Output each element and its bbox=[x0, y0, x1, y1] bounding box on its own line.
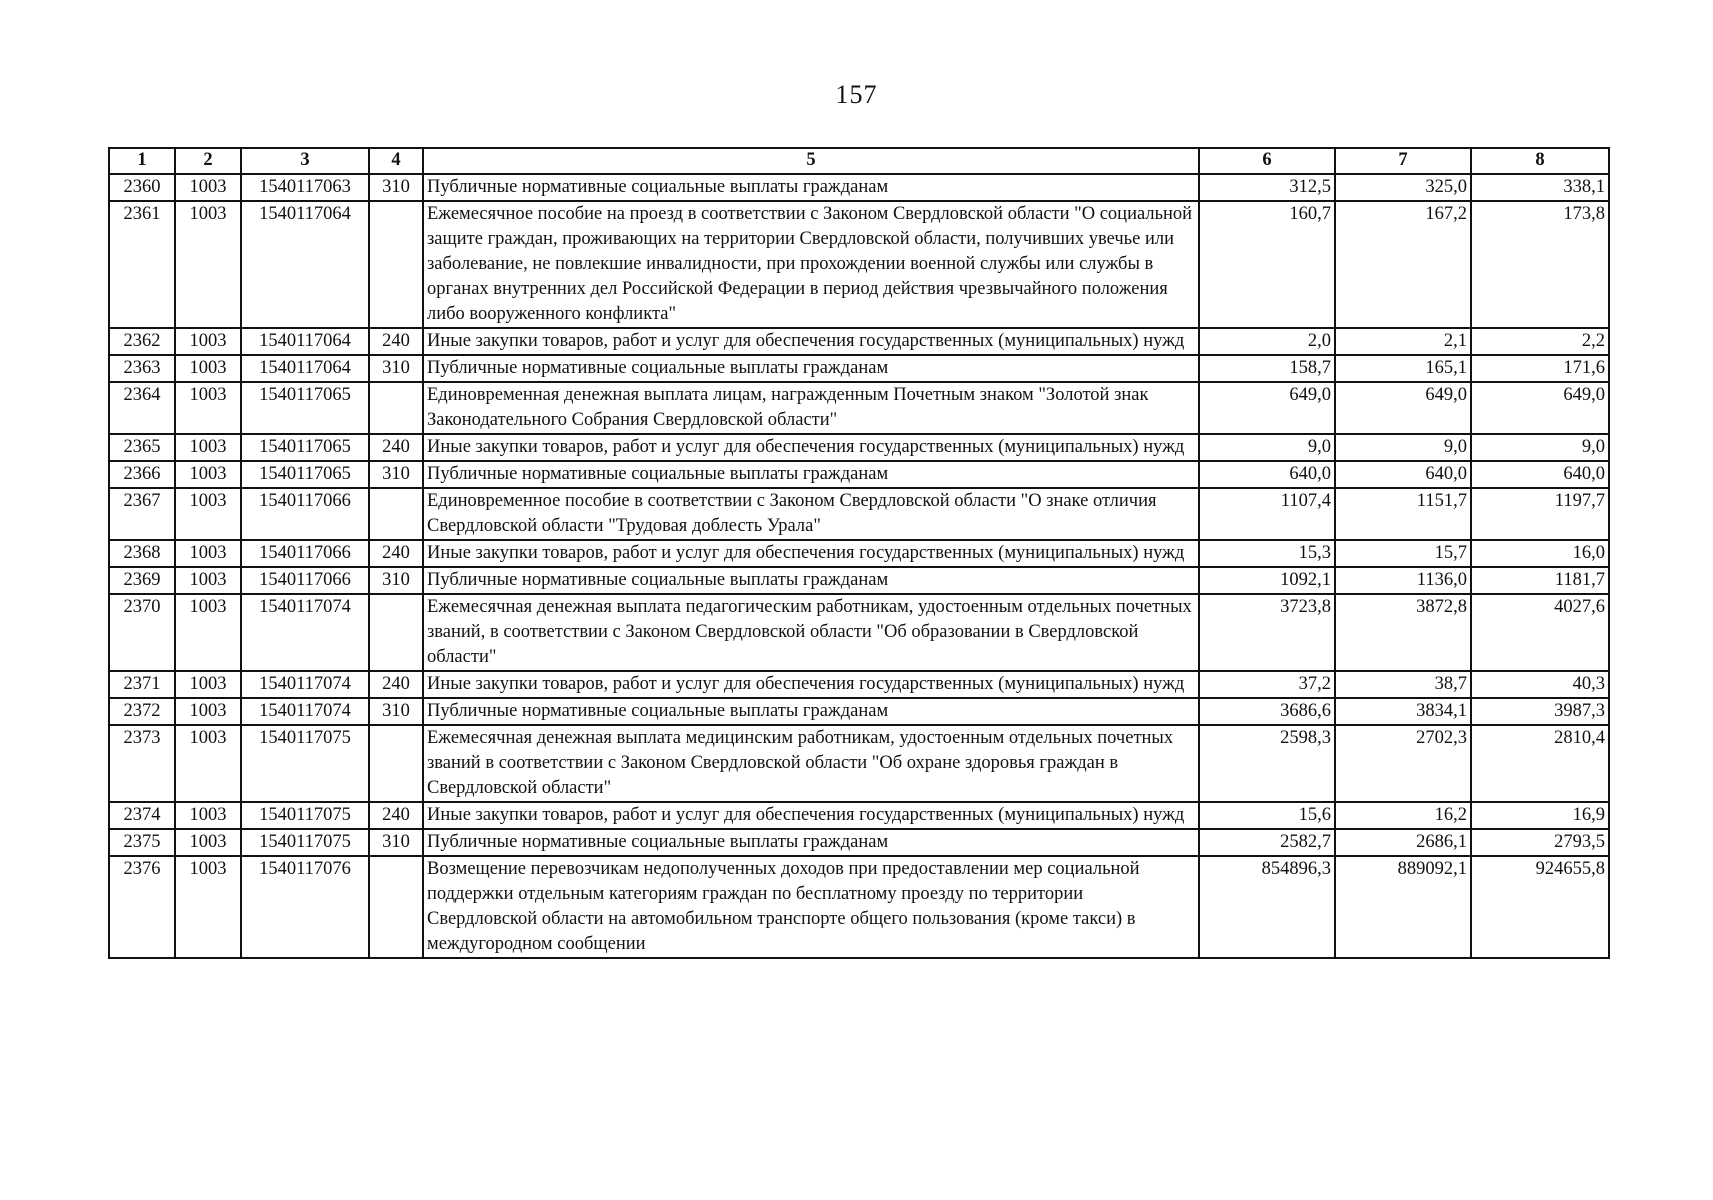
amount-col-6: 649,0 bbox=[1199, 382, 1335, 434]
item-name: Публичные нормативные социальные выплаты гражданам bbox=[423, 829, 1199, 856]
amount-col-6: 312,5 bbox=[1199, 174, 1335, 201]
expense-type bbox=[369, 382, 423, 434]
item-name: Публичные нормативные социальные выплаты гражданам bbox=[423, 698, 1199, 725]
expense-type bbox=[369, 594, 423, 671]
amount-col-7: 2702,3 bbox=[1335, 725, 1471, 802]
section-code: 1003 bbox=[175, 698, 241, 725]
header-col-6: 6 bbox=[1199, 148, 1335, 174]
header-row bbox=[109, 148, 1609, 174]
section-code: 1003 bbox=[175, 174, 241, 201]
row-number: 2364 bbox=[109, 382, 175, 434]
page-number: 157 bbox=[835, 80, 878, 109]
item-name: Публичные нормативные социальные выплаты гражданам bbox=[423, 355, 1199, 382]
table-row bbox=[109, 488, 1609, 540]
table-row bbox=[109, 671, 1609, 698]
amount-col-8: 173,8 bbox=[1471, 201, 1609, 328]
amount-col-8: 1181,7 bbox=[1471, 567, 1609, 594]
expense-type: 240 bbox=[369, 802, 423, 829]
expense-type: 310 bbox=[369, 461, 423, 488]
amount-col-6: 9,0 bbox=[1199, 434, 1335, 461]
table-header bbox=[109, 148, 1609, 174]
budget-table bbox=[108, 147, 1610, 959]
table-row bbox=[109, 382, 1609, 434]
row-number: 2363 bbox=[109, 355, 175, 382]
amount-col-6: 2,0 bbox=[1199, 328, 1335, 355]
section-code: 1003 bbox=[175, 201, 241, 328]
amount-col-8: 338,1 bbox=[1471, 174, 1609, 201]
table-row bbox=[109, 461, 1609, 488]
amount-col-6: 1107,4 bbox=[1199, 488, 1335, 540]
amount-col-7: 2686,1 bbox=[1335, 829, 1471, 856]
amount-col-8: 4027,6 bbox=[1471, 594, 1609, 671]
amount-col-8: 9,0 bbox=[1471, 434, 1609, 461]
table-row bbox=[109, 328, 1609, 355]
row-number: 2360 bbox=[109, 174, 175, 201]
expense-type: 310 bbox=[369, 355, 423, 382]
section-code: 1003 bbox=[175, 856, 241, 958]
table-row bbox=[109, 540, 1609, 567]
section-code: 1003 bbox=[175, 802, 241, 829]
amount-col-6: 640,0 bbox=[1199, 461, 1335, 488]
expense-type bbox=[369, 725, 423, 802]
amount-col-7: 167,2 bbox=[1335, 201, 1471, 328]
target-code: 1540117075 bbox=[241, 829, 369, 856]
amount-col-6: 2598,3 bbox=[1199, 725, 1335, 802]
item-name: Иные закупки товаров, работ и услуг для обеспечения государственных (муниципальных) нужд bbox=[423, 540, 1199, 567]
amount-col-6: 1092,1 bbox=[1199, 567, 1335, 594]
row-number: 2370 bbox=[109, 594, 175, 671]
row-number: 2366 bbox=[109, 461, 175, 488]
header-col-8: 8 bbox=[1471, 148, 1609, 174]
expense-type: 310 bbox=[369, 174, 423, 201]
target-code: 1540117075 bbox=[241, 725, 369, 802]
section-code: 1003 bbox=[175, 725, 241, 802]
target-code: 1540117063 bbox=[241, 174, 369, 201]
expense-type: 310 bbox=[369, 567, 423, 594]
table-row bbox=[109, 829, 1609, 856]
target-code: 1540117064 bbox=[241, 201, 369, 328]
target-code: 1540117076 bbox=[241, 856, 369, 958]
section-code: 1003 bbox=[175, 594, 241, 671]
amount-col-8: 171,6 bbox=[1471, 355, 1609, 382]
amount-col-7: 649,0 bbox=[1335, 382, 1471, 434]
expense-type: 240 bbox=[369, 671, 423, 698]
table-row bbox=[109, 698, 1609, 725]
section-code: 1003 bbox=[175, 382, 241, 434]
amount-col-7: 325,0 bbox=[1335, 174, 1471, 201]
item-name: Иные закупки товаров, работ и услуг для обеспечения государственных (муниципальных) нужд bbox=[423, 671, 1199, 698]
target-code: 1540117065 bbox=[241, 434, 369, 461]
row-number: 2361 bbox=[109, 201, 175, 328]
row-number: 2376 bbox=[109, 856, 175, 958]
expense-type bbox=[369, 488, 423, 540]
amount-col-8: 1197,7 bbox=[1471, 488, 1609, 540]
target-code: 1540117074 bbox=[241, 698, 369, 725]
section-code: 1003 bbox=[175, 488, 241, 540]
item-name: Публичные нормативные социальные выплаты гражданам bbox=[423, 567, 1199, 594]
amount-col-8: 3987,3 bbox=[1471, 698, 1609, 725]
section-code: 1003 bbox=[175, 671, 241, 698]
amount-col-6: 37,2 bbox=[1199, 671, 1335, 698]
amount-col-7: 15,7 bbox=[1335, 540, 1471, 567]
amount-col-8: 2810,4 bbox=[1471, 725, 1609, 802]
table-row bbox=[109, 802, 1609, 829]
item-name: Иные закупки товаров, работ и услуг для обеспечения государственных (муниципальных) нужд bbox=[423, 434, 1199, 461]
amount-col-8: 640,0 bbox=[1471, 461, 1609, 488]
section-code: 1003 bbox=[175, 829, 241, 856]
amount-col-8: 16,0 bbox=[1471, 540, 1609, 567]
amount-col-8: 40,3 bbox=[1471, 671, 1609, 698]
expense-type: 310 bbox=[369, 698, 423, 725]
row-number: 2369 bbox=[109, 567, 175, 594]
item-name: Иные закупки товаров, работ и услуг для обеспечения государственных (муниципальных) нужд bbox=[423, 328, 1199, 355]
amount-col-7: 640,0 bbox=[1335, 461, 1471, 488]
row-number: 2365 bbox=[109, 434, 175, 461]
item-name: Возмещение перевозчикам недополученных доходов при предоставлении мер социальной поддержки отдельным категориям граждан по бесплатному проезду по территории Свердловской области на автомобильном транспорте общего пользования (кроме такси) в междугородном сообщении bbox=[423, 856, 1199, 958]
amount-col-8: 16,9 bbox=[1471, 802, 1609, 829]
section-code: 1003 bbox=[175, 328, 241, 355]
amount-col-7: 165,1 bbox=[1335, 355, 1471, 382]
header-col-7: 7 bbox=[1335, 148, 1471, 174]
target-code: 1540117064 bbox=[241, 355, 369, 382]
amount-col-6: 3686,6 bbox=[1199, 698, 1335, 725]
target-code: 1540117066 bbox=[241, 567, 369, 594]
header-col-1: 1 bbox=[109, 148, 175, 174]
section-code: 1003 bbox=[175, 434, 241, 461]
row-number: 2372 bbox=[109, 698, 175, 725]
table-row bbox=[109, 434, 1609, 461]
row-number: 2362 bbox=[109, 328, 175, 355]
target-code: 1540117074 bbox=[241, 671, 369, 698]
amount-col-6: 854896,3 bbox=[1199, 856, 1335, 958]
header-col-4: 4 bbox=[369, 148, 423, 174]
amount-col-6: 158,7 bbox=[1199, 355, 1335, 382]
amount-col-8: 924655,8 bbox=[1471, 856, 1609, 958]
row-number: 2374 bbox=[109, 802, 175, 829]
table-row bbox=[109, 725, 1609, 802]
header-col-2: 2 bbox=[175, 148, 241, 174]
target-code: 1540117074 bbox=[241, 594, 369, 671]
row-number: 2371 bbox=[109, 671, 175, 698]
amount-col-6: 2582,7 bbox=[1199, 829, 1335, 856]
amount-col-8: 649,0 bbox=[1471, 382, 1609, 434]
expense-type bbox=[369, 201, 423, 328]
row-number: 2368 bbox=[109, 540, 175, 567]
header-col-3: 3 bbox=[241, 148, 369, 174]
table-row bbox=[109, 594, 1609, 671]
section-code: 1003 bbox=[175, 540, 241, 567]
table-row bbox=[109, 174, 1609, 201]
amount-col-8: 2793,5 bbox=[1471, 829, 1609, 856]
table-row bbox=[109, 567, 1609, 594]
expense-type: 240 bbox=[369, 328, 423, 355]
table-row bbox=[109, 201, 1609, 328]
amount-col-7: 3834,1 bbox=[1335, 698, 1471, 725]
amount-col-7: 1136,0 bbox=[1335, 567, 1471, 594]
item-name: Публичные нормативные социальные выплаты гражданам bbox=[423, 461, 1199, 488]
row-number: 2367 bbox=[109, 488, 175, 540]
item-name: Ежемесячная денежная выплата педагогическим работникам, удостоенным отдельных почетных званий, в соответствии с Законом Свердловской области "Об образовании в Свердловской области" bbox=[423, 594, 1199, 671]
amount-col-6: 15,6 bbox=[1199, 802, 1335, 829]
expense-type: 240 bbox=[369, 540, 423, 567]
amount-col-7: 2,1 bbox=[1335, 328, 1471, 355]
target-code: 1540117066 bbox=[241, 488, 369, 540]
target-code: 1540117065 bbox=[241, 382, 369, 434]
amount-col-8: 2,2 bbox=[1471, 328, 1609, 355]
section-code: 1003 bbox=[175, 355, 241, 382]
item-name: Ежемесячная денежная выплата медицинским работникам, удостоенным отдельных почетных званий в соответствии с Законом Свердловской области "Об охране здоровья граждан в Свердловской области" bbox=[423, 725, 1199, 802]
item-name: Единовременное пособие в соответствии с Законом Свердловской области "О знаке отличия Свердловской области "Трудовая доблесть Урала" bbox=[423, 488, 1199, 540]
row-number: 2373 bbox=[109, 725, 175, 802]
item-name: Ежемесячное пособие на проезд в соответствии с Законом Свердловской области "О социальной защите граждан, проживающих на территории Свердловской области, получивших увечье или заболевание, не повлекшие инвалидности, при прохождении военной службы или службы в органах внутренних дел Российской Федерации в период действия чрезвычайного положения либо вооруженного конфликта" bbox=[423, 201, 1199, 328]
row-number: 2375 bbox=[109, 829, 175, 856]
section-code: 1003 bbox=[175, 461, 241, 488]
target-code: 1540117066 bbox=[241, 540, 369, 567]
amount-col-6: 160,7 bbox=[1199, 201, 1335, 328]
target-code: 1540117065 bbox=[241, 461, 369, 488]
table-row bbox=[109, 355, 1609, 382]
item-name: Единовременная денежная выплата лицам, награжденным Почетным знаком "Золотой знак Законодательного Собрания Свердловской области" bbox=[423, 382, 1199, 434]
target-code: 1540117075 bbox=[241, 802, 369, 829]
expense-type: 310 bbox=[369, 829, 423, 856]
amount-col-7: 16,2 bbox=[1335, 802, 1471, 829]
table-body bbox=[109, 174, 1609, 958]
amount-col-6: 15,3 bbox=[1199, 540, 1335, 567]
amount-col-6: 3723,8 bbox=[1199, 594, 1335, 671]
table-row bbox=[109, 856, 1609, 958]
expense-type bbox=[369, 856, 423, 958]
target-code: 1540117064 bbox=[241, 328, 369, 355]
amount-col-7: 38,7 bbox=[1335, 671, 1471, 698]
amount-col-7: 3872,8 bbox=[1335, 594, 1471, 671]
header-col-5: 5 bbox=[423, 148, 1199, 174]
section-code: 1003 bbox=[175, 567, 241, 594]
amount-col-7: 9,0 bbox=[1335, 434, 1471, 461]
item-name: Иные закупки товаров, работ и услуг для обеспечения государственных (муниципальных) нужд bbox=[423, 802, 1199, 829]
item-name: Публичные нормативные социальные выплаты гражданам bbox=[423, 174, 1199, 201]
amount-col-7: 1151,7 bbox=[1335, 488, 1471, 540]
amount-col-7: 889092,1 bbox=[1335, 856, 1471, 958]
expense-type: 240 bbox=[369, 434, 423, 461]
